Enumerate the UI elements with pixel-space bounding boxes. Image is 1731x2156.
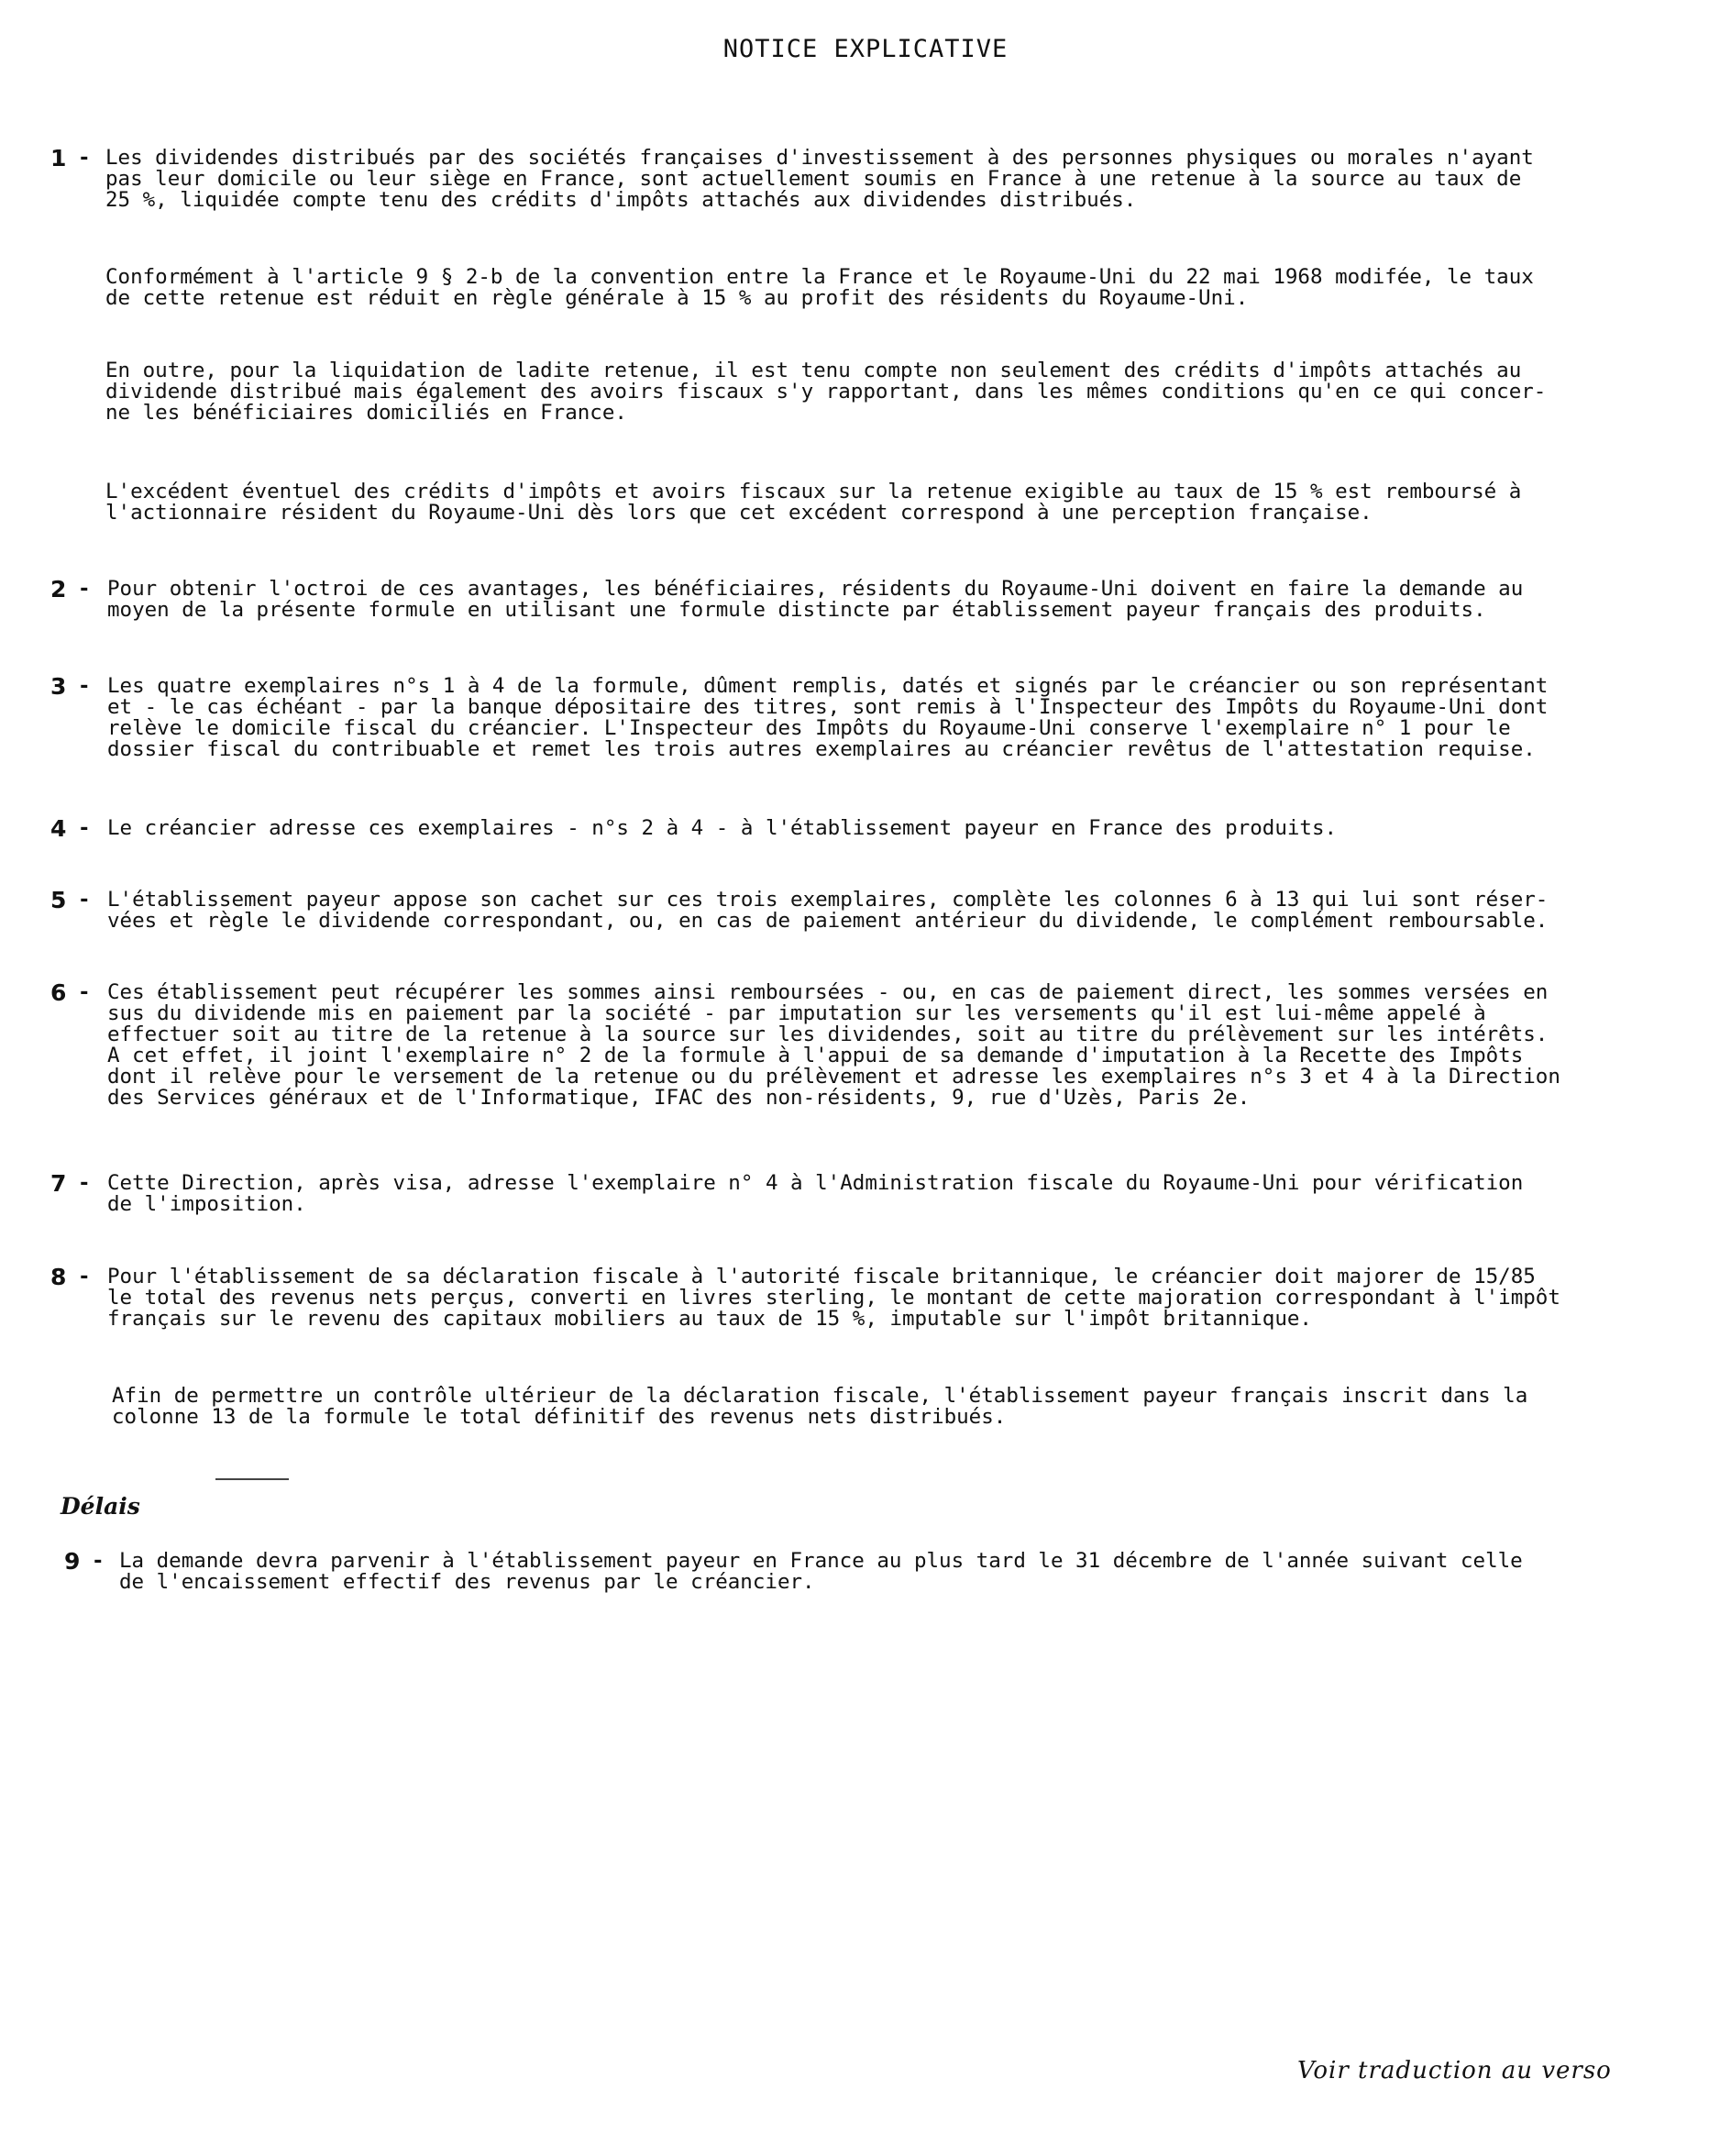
item-number: 3 <box>50 673 67 700</box>
item-number: 1 <box>50 145 67 171</box>
section-title: Délais <box>61 1493 140 1520</box>
item-text: Ces établissement peut récupérer les sommes ainsi remboursées - ou, en cas de paiement direct, les sommes versées en sus du dividende mis en paiement par la société - par imputation sur les versements qu'il est lui-même appelé à effectuer soit au titre de la retenue à la source sur les dividendes, soit au titre du prélèvement sur les intérêts. A cet effet, il joint l'exemplaire n° 2 de la formule à l'appui de sa demande d'imputation à la Recette des Impôts dont il relève pour le versement de la retenue ou du prélèvement et adresse les exemplaires n°s 3 et 4 à la Direction des Services généraux et de l'Informatique, IFAC des non-résidents, 9, rue d'Uzès, Paris 2e. <box>107 980 1560 1110</box>
paragraph: Conformément à l'article 9 § 2-b de la convention entre la France et le Royaume-Uni du 22 mai 1968 modifée, le taux de cette retenue est réduit en règle générale à 15 % au profit des résidents du Royaume-Uni. <box>105 265 1534 310</box>
item-text: Les quatre exemplaires n°s 1 à 4 de la formule, dûment remplis, datés et signés par le créancier ou son représentant et - le cas échéant - par la banque dépositaire des titres, sont remis à l'Inspecteur des Impôts du Royaume-Uni dont relève le domicile fiscal du créancier. L'Inspecteur des Impôts du Royaume-Uni conserve l'exemplaire n° 1 pour le dossier fiscal du contribuable et remet les trois autres exemplaires au créancier revêtus de l'attestation requise. <box>107 674 1549 761</box>
item-text: Pour obtenir l'octroi de ces avantages, les bénéficiaires, résidents du Royaume-Uni doivent en faire la demande au moyen de la présente formule en utilisant une formule distincte par établissement payeur français des produits. <box>107 577 1524 622</box>
list-item <box>50 887 1701 933</box>
list-item <box>50 576 1701 622</box>
item-number: 9 <box>64 1548 81 1575</box>
item-number: 4 <box>50 815 67 842</box>
list-item <box>64 1548 1714 1594</box>
item-text: Le créancier adresse ces exemplaires - n°s 2 à 4 - à l'établissement payeur en France des produits. <box>107 816 1338 840</box>
item-number: 7 <box>50 1170 67 1197</box>
footer-note: Voir traduction au verso <box>1297 2057 1612 2084</box>
item-number: 8 <box>50 1264 67 1290</box>
item-dash: - <box>78 980 91 1004</box>
item-text: La demande devra parvenir à l'établissement payeur en France au plus tard le 31 décembre de l'année suivant celle de l'encaissement effectif des revenus par le créancier. <box>119 1549 1523 1594</box>
item-number: 2 <box>50 576 67 603</box>
paragraph: L'excédent éventuel des crédits d'impôts et avoirs fiscaux sur la retenue exigible au taux de 15 % est remboursé à l'actionnaire résident du Royaume-Uni dès lors que cet excédent correspond à une perception française. <box>105 480 1522 525</box>
item-number: 5 <box>50 887 67 913</box>
item-number: 6 <box>50 979 67 1006</box>
list-item <box>50 1170 1701 1216</box>
page-title: NOTICE EXPLICATIVE <box>722 35 1009 63</box>
item-dash: - <box>78 888 91 912</box>
list-item <box>50 815 1701 842</box>
item-dash: - <box>78 146 91 170</box>
list-item <box>50 673 1701 761</box>
item-dash: - <box>78 1171 91 1195</box>
item-dash: - <box>78 816 91 840</box>
list-item <box>50 145 1701 212</box>
item-text: Cette Direction, après visa, adresse l'exemplaire n° 4 à l'Administration fiscale du Royaume-Uni pour vérification de l'imposition. <box>107 1171 1524 1216</box>
item-text: Les dividendes distribués par des sociétés françaises d'investissement à des personnes physiques ou morales n'ayant pas leur domicile ou leur siège en France, sont actuellement soumis en France à une retenue à la source au taux de 25 %, liquidée compte tenu des crédits d'impôts attachés aux dividendes distribués. <box>105 146 1534 212</box>
item-dash: - <box>78 577 91 601</box>
list-item <box>50 1266 1701 1330</box>
item-dash: - <box>78 674 91 698</box>
paragraph: En outre, pour la liquidation de ladite retenue, il est tenu compte non seulement des crédits d'impôts attachés au dividende distribué mais également des avoirs fiscaux s'y rapportant, dans les mêmes conditions qu'en ce qui concer- ne les bénéficiaires domiciliés en France. <box>105 359 1547 425</box>
list-item <box>50 979 1701 1110</box>
item-text: Pour l'établissement de sa déclaration fiscale à l'autorité fiscale britannique, le créancier doit majorer de 15/85 le total des revenus nets perçus, converti en livres sterling, le montant de cette majoration correspondant à l'impôt français sur le revenu des capitaux mobiliers au taux de 15 %, imputable sur l'impôt britannique. <box>107 1265 1560 1331</box>
item-text: L'établissement payeur appose son cachet sur ces trois exemplaires, complète les colonnes 6 à 13 qui lui sont réser- vées et règle le dividende correspondant, ou, en cas de paiement antérieur du dividende, le complément remboursable. <box>107 888 1549 933</box>
item-dash: - <box>92 1549 105 1573</box>
divider <box>215 1478 289 1480</box>
paragraph: Afin de permettre un contrôle ultérieur de la déclaration fiscale, l'établissement payeur français inscrit dans la colonne 13 de la formule le total définitif des revenus nets distribués. <box>112 1384 1528 1429</box>
item-dash: - <box>78 1265 91 1288</box>
